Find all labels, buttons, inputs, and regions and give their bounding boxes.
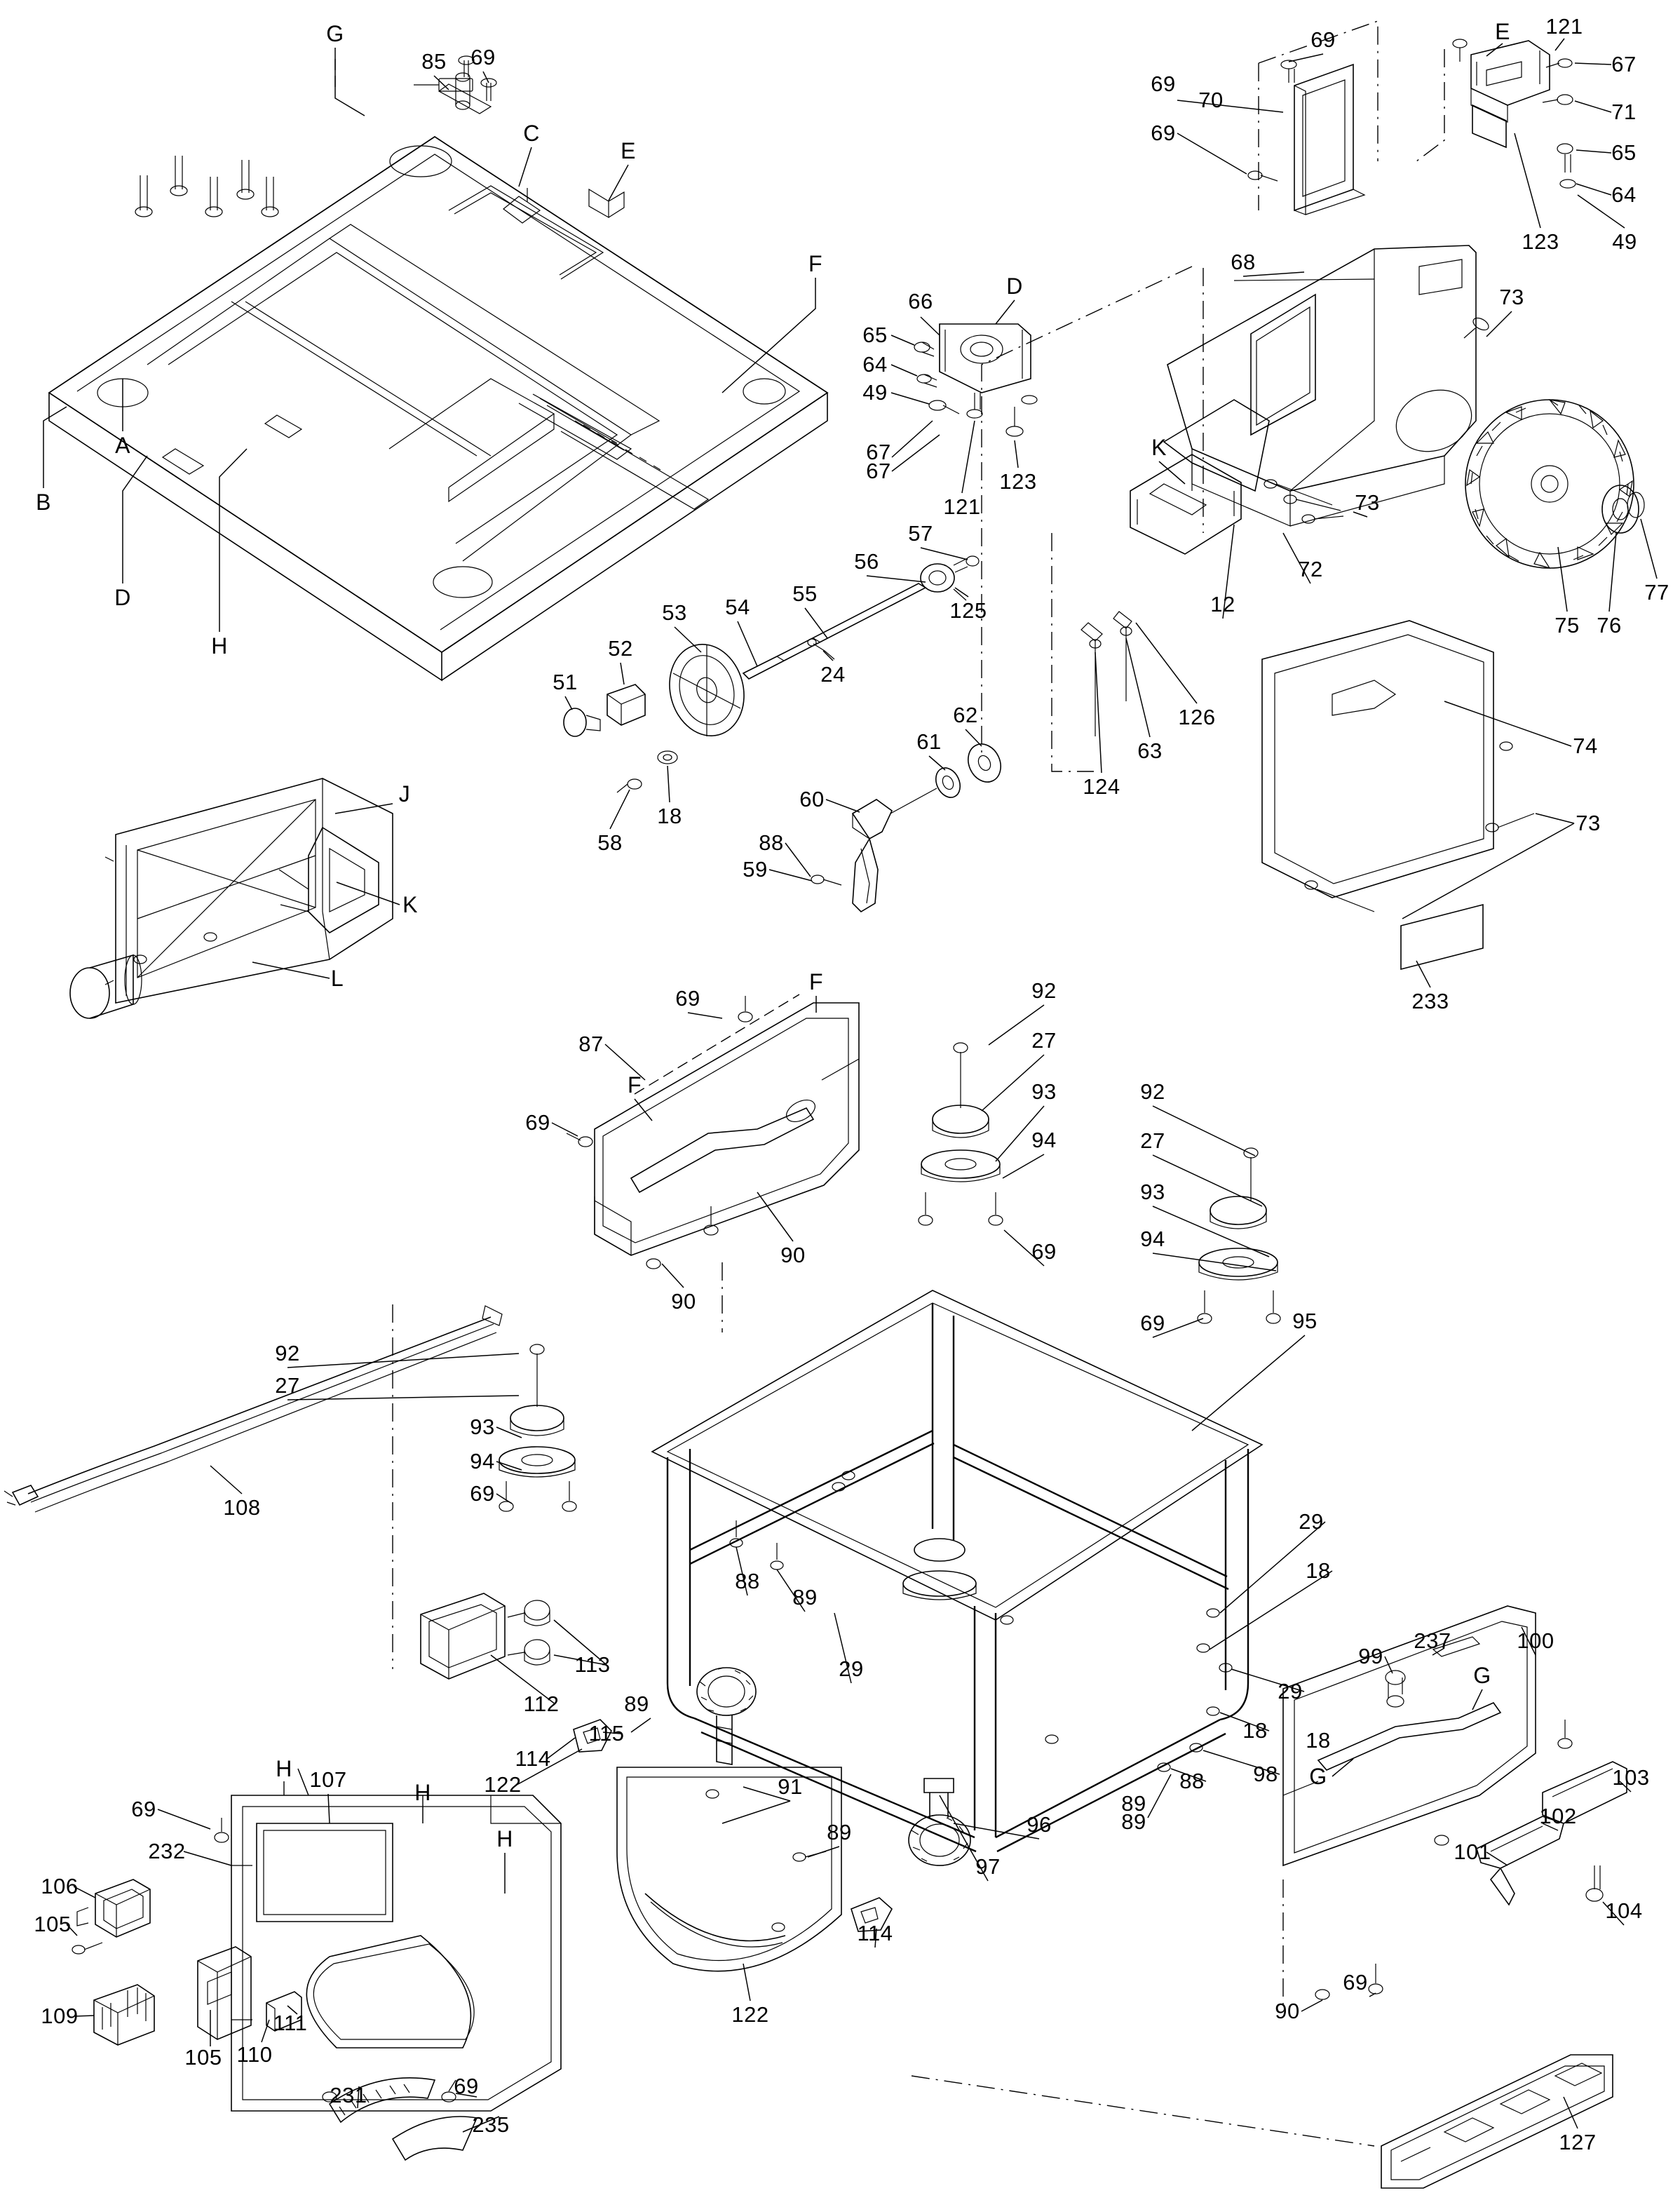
callout-92: 92 bbox=[1140, 1079, 1165, 1104]
callout-108: 108 bbox=[223, 1495, 261, 1520]
callout-114: 114 bbox=[857, 1921, 893, 1945]
callout-68: 68 bbox=[1231, 250, 1256, 274]
callout-69: 69 bbox=[1031, 1239, 1057, 1264]
handwheel-shaft-assembly bbox=[70, 533, 1197, 1018]
callout-A: A bbox=[115, 433, 130, 458]
callout-D: D bbox=[1006, 274, 1023, 299]
callout-E: E bbox=[1495, 19, 1510, 44]
callout-61: 61 bbox=[916, 729, 942, 754]
callout-94: 94 bbox=[1031, 1128, 1057, 1152]
callout-94: 94 bbox=[470, 1449, 495, 1473]
callout-64: 64 bbox=[1611, 182, 1637, 207]
callout-73: 73 bbox=[1576, 811, 1601, 835]
callout-75: 75 bbox=[1554, 613, 1580, 637]
callout-J: J bbox=[398, 781, 411, 806]
callout-89: 89 bbox=[827, 1820, 852, 1844]
callout-49: 49 bbox=[1612, 229, 1637, 254]
callout-98: 98 bbox=[1253, 1762, 1278, 1786]
callout-29: 29 bbox=[1299, 1509, 1324, 1534]
callout-96: 96 bbox=[1027, 1812, 1052, 1837]
callout-89: 89 bbox=[624, 1692, 649, 1716]
motor-bracket-assembly bbox=[70, 778, 400, 1018]
callout-18: 18 bbox=[1306, 1728, 1331, 1753]
callout-112: 112 bbox=[523, 1692, 560, 1716]
callout-18: 18 bbox=[1242, 1718, 1268, 1743]
callout-233: 233 bbox=[1411, 989, 1449, 1013]
callout-92: 92 bbox=[275, 1341, 300, 1365]
callout-G: G bbox=[1473, 1663, 1491, 1688]
callout-H: H bbox=[211, 633, 228, 659]
callout-74: 74 bbox=[1573, 734, 1598, 758]
callout-73: 73 bbox=[1499, 285, 1524, 309]
callout-51: 51 bbox=[553, 670, 578, 694]
callout-59: 59 bbox=[743, 857, 768, 882]
callout-24: 24 bbox=[820, 662, 846, 687]
right-housing-assembly bbox=[982, 21, 1657, 987]
callout-109: 109 bbox=[41, 2004, 79, 2028]
callout-18: 18 bbox=[657, 804, 682, 828]
callout-103: 103 bbox=[1612, 1765, 1650, 1790]
callout-104: 104 bbox=[1605, 1898, 1643, 1923]
callout-27: 27 bbox=[1140, 1128, 1165, 1153]
callout-67: 67 bbox=[1611, 52, 1637, 76]
callout-110: 110 bbox=[236, 2042, 273, 2067]
callout-125: 125 bbox=[949, 598, 987, 623]
callout-93: 93 bbox=[1140, 1180, 1165, 1204]
callout-69: 69 bbox=[1151, 72, 1176, 96]
callout-232: 232 bbox=[148, 1839, 186, 1863]
foot-set-2 bbox=[1198, 1148, 1280, 1323]
callout-89: 89 bbox=[792, 1585, 818, 1609]
callout-E: E bbox=[621, 138, 636, 163]
callout-72: 72 bbox=[1298, 557, 1323, 581]
callout-C: C bbox=[523, 121, 540, 146]
callout-76: 76 bbox=[1597, 613, 1622, 637]
callout-111: 111 bbox=[273, 2011, 308, 2035]
callout-56: 56 bbox=[854, 549, 879, 574]
callout-231: 231 bbox=[330, 2083, 367, 2107]
callout-H: H bbox=[276, 1756, 292, 1781]
right-panel-assembly bbox=[912, 1606, 1631, 2188]
callout-122: 122 bbox=[731, 2002, 769, 2027]
power-cord bbox=[4, 1306, 502, 1512]
switch-box-assembly bbox=[421, 1593, 607, 1704]
callout-237: 237 bbox=[1414, 1628, 1451, 1653]
callout-57: 57 bbox=[908, 521, 933, 546]
callout-66: 66 bbox=[908, 289, 933, 313]
callout-88: 88 bbox=[735, 1569, 760, 1593]
callout-85: 85 bbox=[421, 49, 447, 74]
callout-124: 124 bbox=[1083, 774, 1120, 799]
callout-70: 70 bbox=[1198, 88, 1224, 112]
callout-90: 90 bbox=[671, 1289, 696, 1314]
callout-102: 102 bbox=[1539, 1804, 1577, 1828]
stand-assembly bbox=[287, 1005, 1332, 1881]
callout-89: 89 bbox=[1121, 1809, 1146, 1834]
callout-F: F bbox=[808, 251, 823, 276]
callout-F: F bbox=[808, 969, 824, 994]
callout-H: H bbox=[496, 1826, 513, 1851]
callout-235: 235 bbox=[472, 2112, 510, 2137]
callout-126: 126 bbox=[1178, 705, 1216, 729]
callout-69: 69 bbox=[1343, 1970, 1368, 1995]
installed-foot-1 bbox=[903, 1539, 976, 1600]
callout-123: 123 bbox=[999, 469, 1037, 494]
callout-71: 71 bbox=[1611, 100, 1637, 124]
callout-65: 65 bbox=[862, 323, 888, 347]
callout-67: 67 bbox=[866, 459, 891, 483]
callout-92: 92 bbox=[1031, 978, 1057, 1003]
callout-73: 73 bbox=[1355, 490, 1380, 515]
callout-K: K bbox=[402, 892, 418, 917]
callout-105: 105 bbox=[184, 2045, 222, 2070]
callout-65: 65 bbox=[1611, 140, 1637, 165]
callout-121: 121 bbox=[943, 494, 981, 519]
callout-94: 94 bbox=[1140, 1227, 1165, 1251]
callout-54: 54 bbox=[725, 595, 750, 619]
callout-69: 69 bbox=[1151, 121, 1176, 145]
callout-114: 114 bbox=[515, 1746, 551, 1771]
belt-guard-assembly bbox=[393, 994, 859, 1669]
callout-12: 12 bbox=[1210, 592, 1235, 616]
callout-69: 69 bbox=[525, 1110, 550, 1135]
left-panel-assembly bbox=[67, 1769, 561, 2160]
callout-H: H bbox=[414, 1780, 431, 1805]
callout-69: 69 bbox=[1310, 27, 1336, 52]
callout-69: 69 bbox=[470, 1481, 495, 1506]
bracket-d-assembly bbox=[891, 300, 1037, 493]
callout-69: 69 bbox=[454, 2074, 479, 2098]
callout-89: 89 bbox=[1121, 1791, 1146, 1816]
callout-F: F bbox=[627, 1072, 642, 1098]
callout-93: 93 bbox=[470, 1415, 495, 1439]
callout-101: 101 bbox=[1454, 1840, 1491, 1864]
callout-69: 69 bbox=[675, 986, 700, 1011]
callout-88: 88 bbox=[1179, 1769, 1205, 1793]
callout-62: 62 bbox=[953, 703, 978, 727]
callout-93: 93 bbox=[1031, 1079, 1057, 1104]
callout-87: 87 bbox=[578, 1032, 604, 1056]
callout-113: 113 bbox=[574, 1652, 611, 1677]
callout-52: 52 bbox=[608, 636, 633, 661]
callout-105: 105 bbox=[34, 1912, 72, 1936]
callout-67: 67 bbox=[866, 440, 891, 464]
caster-1 bbox=[697, 1668, 756, 1764]
callout-69: 69 bbox=[131, 1797, 156, 1821]
callout-58: 58 bbox=[597, 830, 623, 855]
callout-G: G bbox=[1309, 1764, 1327, 1789]
callout-127: 127 bbox=[1559, 2130, 1597, 2154]
foot-set-1 bbox=[919, 1043, 1003, 1225]
callout-69: 69 bbox=[1140, 1311, 1165, 1335]
callout-69: 69 bbox=[470, 45, 496, 69]
callout-64: 64 bbox=[862, 352, 888, 377]
callout-106: 106 bbox=[41, 1874, 79, 1898]
callout-99: 99 bbox=[1358, 1644, 1383, 1668]
callout-B: B bbox=[36, 490, 51, 515]
callout-63: 63 bbox=[1137, 738, 1163, 763]
callout-107: 107 bbox=[309, 1767, 347, 1792]
callout-27: 27 bbox=[275, 1373, 300, 1398]
saw-blade bbox=[1465, 400, 1644, 568]
dust-chute-assembly bbox=[517, 1718, 892, 2001]
callout-90: 90 bbox=[780, 1243, 806, 1267]
callout-115: 115 bbox=[588, 1721, 625, 1746]
callout-18: 18 bbox=[1306, 1558, 1331, 1583]
callout-L: L bbox=[330, 966, 344, 991]
callout-100: 100 bbox=[1517, 1628, 1554, 1653]
callout-121: 121 bbox=[1545, 14, 1583, 39]
callout-29: 29 bbox=[839, 1656, 864, 1681]
callout-60: 60 bbox=[799, 787, 825, 811]
callout-49: 49 bbox=[862, 380, 888, 405]
callout-123: 123 bbox=[1522, 229, 1559, 254]
callout-K: K bbox=[1151, 435, 1167, 460]
callout-29: 29 bbox=[1278, 1679, 1303, 1703]
table-top-assembly bbox=[43, 45, 827, 680]
foot-set-3 bbox=[499, 1344, 576, 1511]
callout-91: 91 bbox=[778, 1774, 803, 1799]
callout-88: 88 bbox=[759, 830, 784, 855]
callout-27: 27 bbox=[1031, 1028, 1057, 1053]
callout-G: G bbox=[326, 21, 344, 46]
callout-77: 77 bbox=[1644, 580, 1669, 605]
callout-97: 97 bbox=[975, 1854, 1001, 1879]
callout-122: 122 bbox=[484, 1772, 522, 1797]
callout-D: D bbox=[114, 585, 131, 610]
callout-53: 53 bbox=[662, 600, 687, 625]
callout-95: 95 bbox=[1292, 1309, 1317, 1333]
callout-90: 90 bbox=[1275, 1999, 1300, 2023]
callout-55: 55 bbox=[792, 581, 818, 606]
